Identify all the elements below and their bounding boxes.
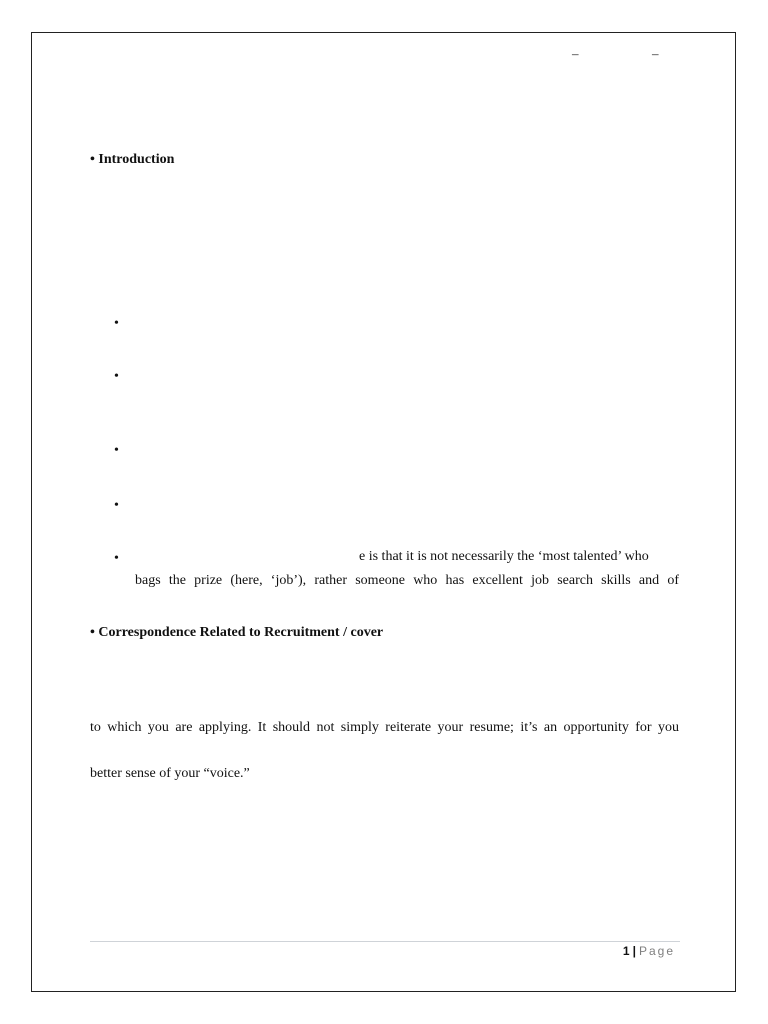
bullet-2: • — [114, 369, 119, 384]
introduction-heading: • Introduction — [90, 152, 175, 167]
footer-separator: | — [632, 944, 636, 958]
page-label: Page — [638, 944, 675, 958]
bullet-5: • — [114, 551, 119, 566]
correspondence-text-line-1: to which you are applying. It should not simply reiterate your resume; it’s an opportunity for you — [90, 720, 679, 735]
correspondence-heading: • Correspondence Related to Recruitment / cover — [90, 625, 384, 640]
bullet-4: • — [114, 498, 119, 513]
bullet-3: • — [114, 443, 119, 458]
bullet-1: • — [114, 316, 119, 331]
bullet-5-text-line-2: bags the prize (here, ‘job’), rather someone who has excellent job search skills and of — [135, 573, 679, 588]
footer-divider — [90, 941, 680, 942]
page-footer — [623, 943, 675, 959]
correspondence-text-line-2: better sense of your “voice.” — [90, 766, 250, 781]
document-page — [31, 32, 736, 992]
header-dash-right: – — [652, 46, 659, 61]
page-number: 1 — [622, 944, 630, 958]
header-dash-left: – — [572, 46, 579, 61]
bullet-5-text-line-1: e is that it is not necessarily the ‘most talented’ who — [359, 549, 649, 564]
